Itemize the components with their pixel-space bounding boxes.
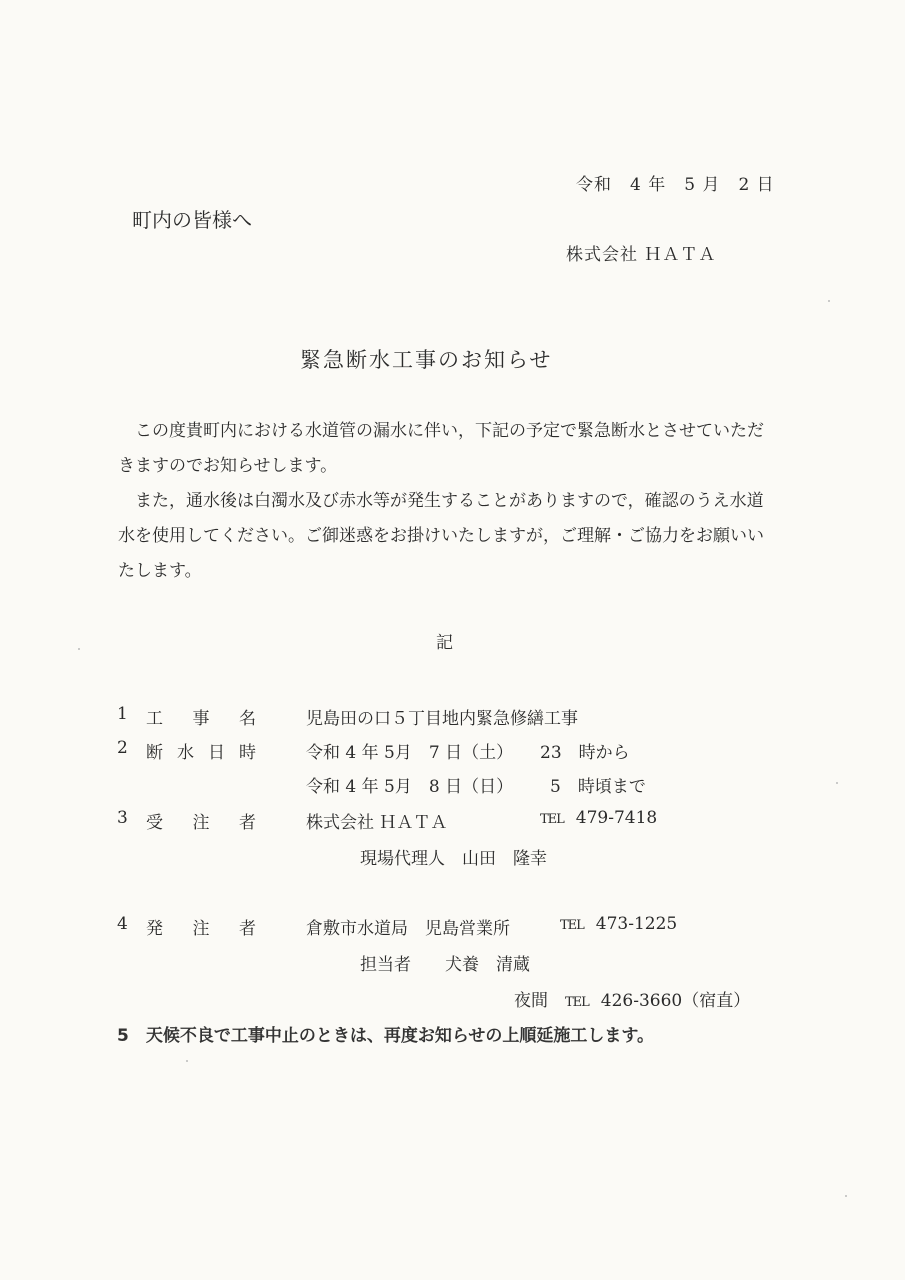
phone-number: 479-7418 xyxy=(575,808,658,828)
tel-label: TEL xyxy=(560,918,584,933)
item-2-end-date: 令和 4 年 5月 8 日（日） xyxy=(306,777,514,797)
item-3-value: 株式会社 ＨＡＴＡ xyxy=(306,813,448,833)
item-3-site-representative: 現場代理人 山田 隆幸 xyxy=(360,849,547,869)
label-char: 事 xyxy=(192,709,210,729)
phone-number: 426-3660（宿直） xyxy=(600,991,751,1011)
label-char: 工 xyxy=(146,709,163,729)
tel-label: TEL xyxy=(540,812,564,827)
notice-title: 緊急断水工事のお知らせ xyxy=(300,348,553,372)
tel-label: TEL xyxy=(565,995,589,1010)
item-1-number: 1 xyxy=(117,704,128,724)
paragraph-1 xyxy=(118,414,798,484)
scan-speck xyxy=(78,648,80,650)
scan-speck xyxy=(828,300,830,302)
label-char: 発 xyxy=(146,919,163,939)
paragraph-line: また，通水後は白濁水及び赤水等が発生することがありますので，確認のうえ水道 xyxy=(135,491,764,511)
item-4-night-phone xyxy=(514,986,750,1011)
label-char: 者 xyxy=(239,813,256,833)
item-5-text: 天候不良で工事中止のときは、再度お知らせの上順延施工します。 xyxy=(145,1026,654,1046)
item-4-number: 4 xyxy=(117,914,128,934)
scan-speck xyxy=(836,782,838,784)
scan-speck xyxy=(186,1060,188,1062)
item-1-value: 児島田の口５丁目地内緊急修繕工事 xyxy=(306,709,578,729)
item-1-label xyxy=(146,704,256,729)
issue-date: 令和 4 年 5 月 2 日 xyxy=(576,175,775,195)
item-4-label xyxy=(146,914,256,939)
item-2-start-time: 23 時から xyxy=(540,743,630,763)
ki-heading: 記 xyxy=(436,633,453,653)
item-4-phone xyxy=(560,914,677,934)
item-2-start-date: 令和 4 年 5月 7 日（土） xyxy=(306,743,514,763)
issuer-company: 株式会社 ＨＡＴＡ xyxy=(566,245,717,265)
label-char: 時 xyxy=(239,743,256,763)
label-char: 注 xyxy=(192,813,210,833)
item-3-label xyxy=(146,808,256,833)
item-4-value: 倉敷市水道局 児島営業所 xyxy=(306,919,510,939)
label-char: 者 xyxy=(239,919,256,939)
item-3-number: 3 xyxy=(117,808,128,828)
phone-number: 473-1225 xyxy=(595,914,678,934)
item-2-label xyxy=(146,738,256,763)
item-3-phone xyxy=(540,808,657,828)
item-5-number: 5 xyxy=(117,1026,129,1046)
label-char: 受 xyxy=(146,813,163,833)
label-char: 断 xyxy=(146,743,163,763)
paragraph-line: きますのでお知らせします。 xyxy=(118,456,338,476)
item-2-end-time: 5 時頃まで xyxy=(550,777,646,797)
paragraph-line: たします。 xyxy=(118,561,202,581)
scan-speck xyxy=(845,1195,847,1197)
label-char: 名 xyxy=(239,709,256,729)
item-4-contact-person: 担当者 犬養 清蔵 xyxy=(360,955,530,975)
addressee: 町内の皆様へ xyxy=(132,208,252,232)
item-2-number: 2 xyxy=(117,738,128,758)
night-label: 夜間 xyxy=(514,991,548,1011)
paragraph-line: この度貴町内における水道管の漏水に伴い，下記の予定で緊急断水とさせていただ xyxy=(135,421,764,441)
paragraph-line: 水を使用してください。ご御迷惑をお掛けいたしますが，ご理解・ご協力をお願いい xyxy=(118,526,764,546)
label-char: 水 xyxy=(177,743,194,763)
label-char: 注 xyxy=(192,919,210,939)
item-5 xyxy=(117,1021,654,1046)
paragraph-2 xyxy=(118,484,798,589)
label-char: 日 xyxy=(208,743,225,763)
